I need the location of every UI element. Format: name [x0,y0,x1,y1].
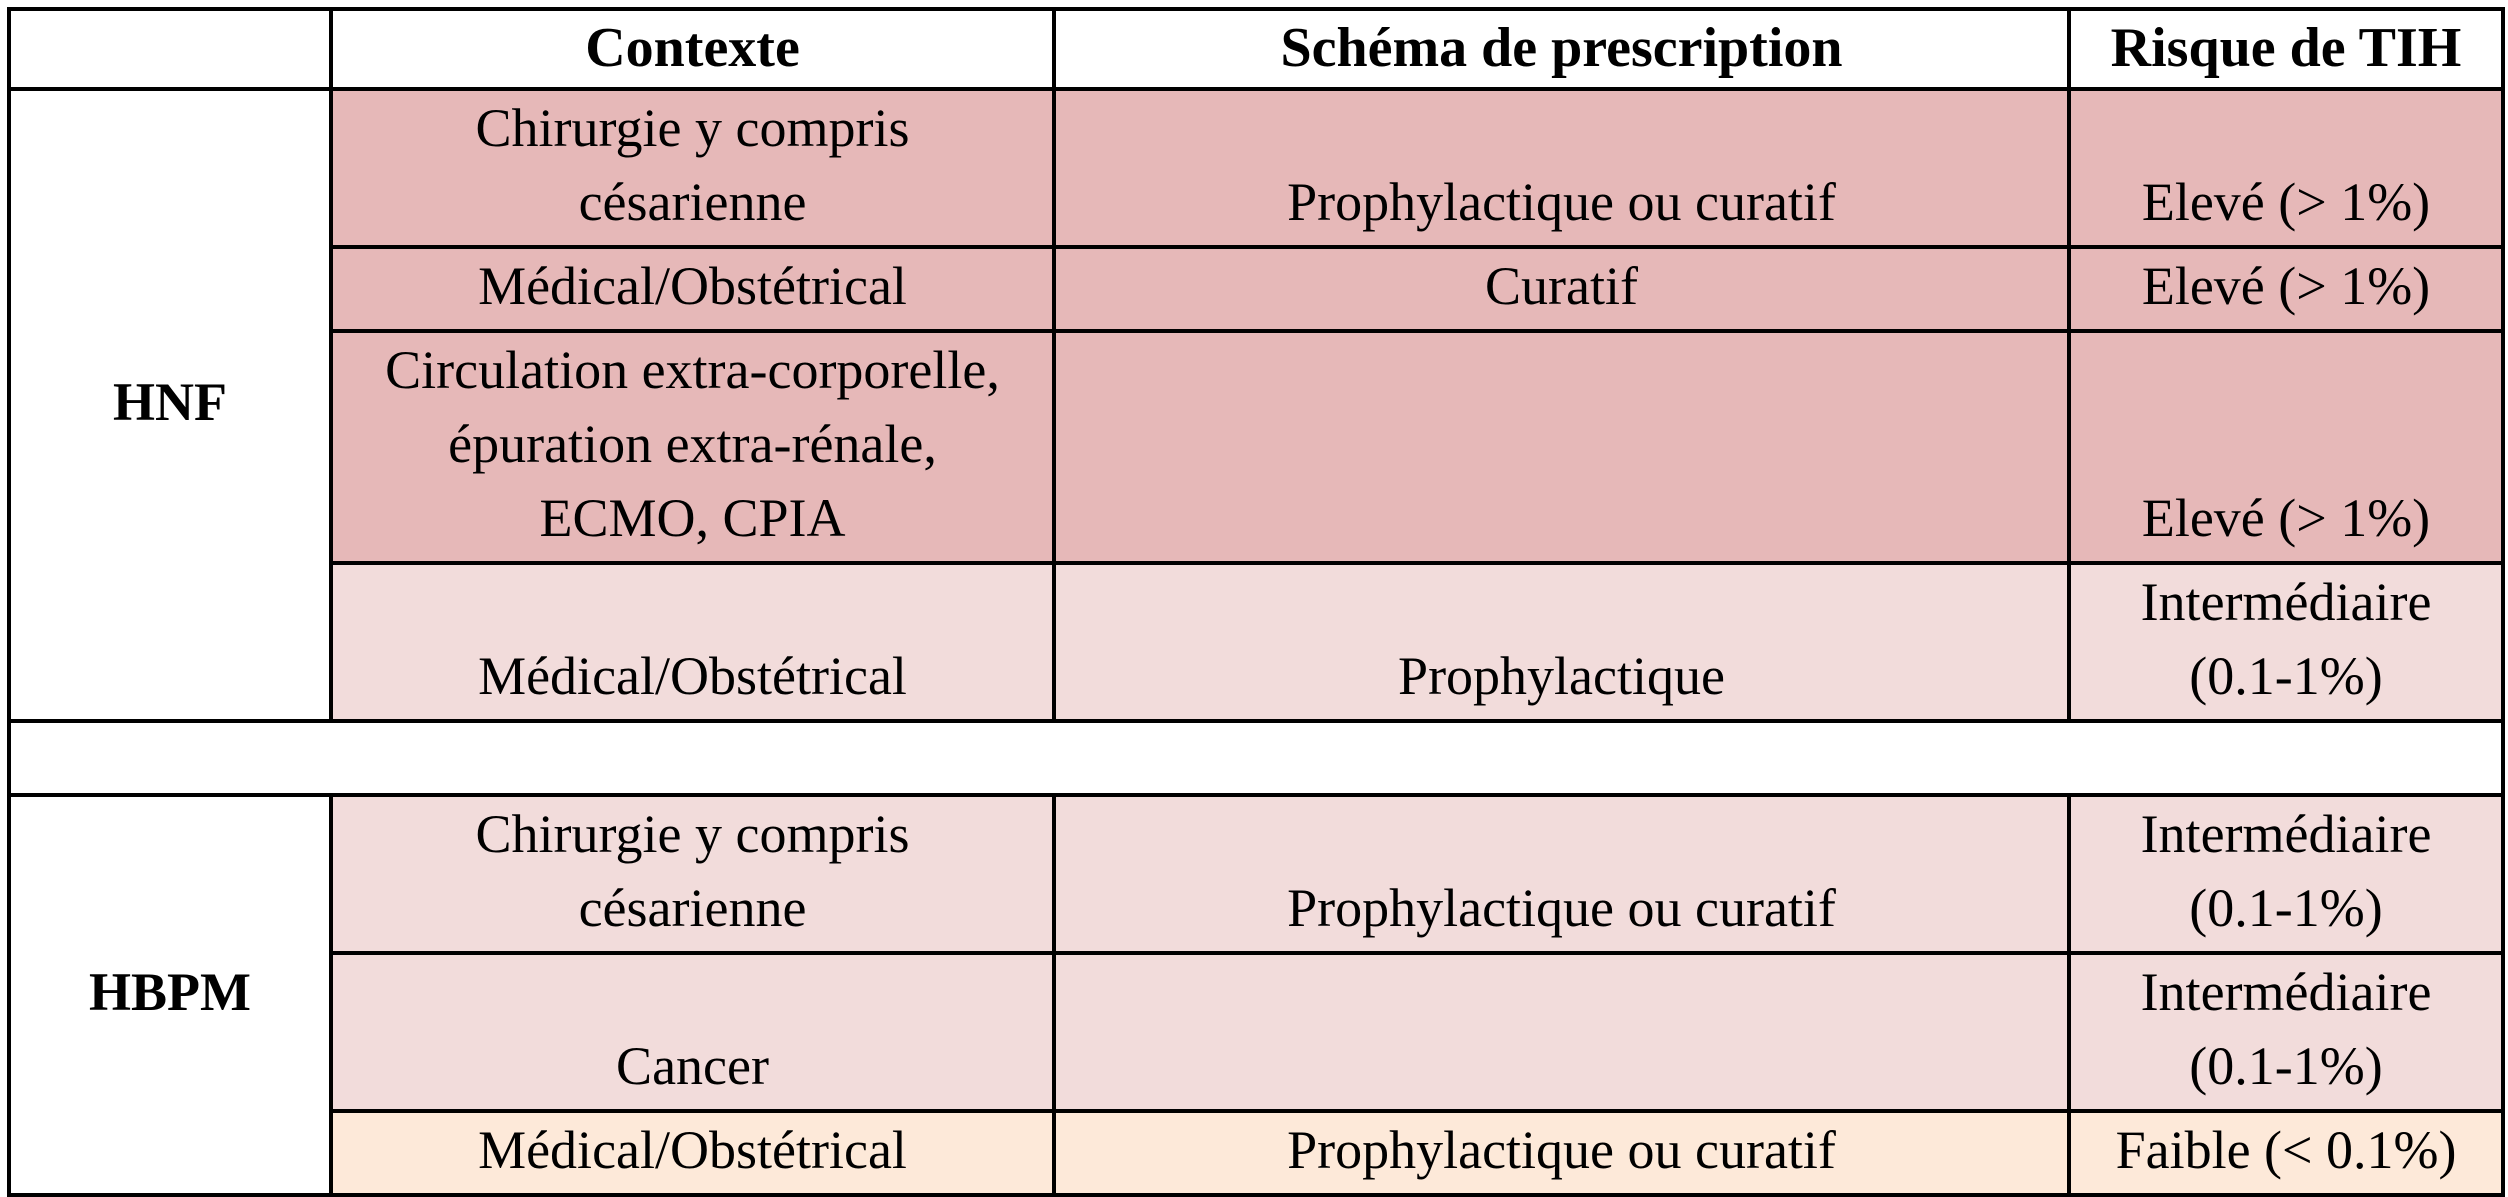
context-line: Médical/Obstétrical [478,1120,907,1180]
risk-line: (0.1-1%) [2189,878,2383,938]
context-cell [331,331,1054,563]
risk-line: (0.1-1%) [2189,646,2383,706]
scheme-cell: Prophylactique ou curatif [1054,1111,2069,1195]
context-line: Chirurgie y compris [475,98,910,158]
risk-cell [2069,563,2503,721]
risk-cell [2069,331,2503,563]
risk-line: Elevé (> 1%) [2141,172,2431,232]
context-cell [331,1111,1054,1195]
context-cell [331,247,1054,331]
risk-line: Intermédiaire [2140,572,2432,632]
risk-line: (0.1-1%) [2189,1036,2383,1096]
context-cell [331,953,1054,1111]
context-cell [331,89,1054,247]
separator-cell [9,721,2503,795]
context-line: Circulation extra-corporelle, [385,340,1000,400]
table-row [9,331,2503,563]
table-row [9,953,2503,1111]
table-row [9,247,2503,331]
risk-cell [2069,89,2503,247]
scheme-cell: Prophylactique ou curatif [1054,89,2069,247]
context-cell [331,795,1054,953]
table-row [9,89,2503,247]
header-scheme: Schéma de prescription [1054,9,2069,89]
risk-cell [2069,953,2503,1111]
header-group [9,9,331,89]
context-line: Cancer [616,1036,769,1096]
context-line: Médical/Obstétrical [478,256,907,316]
risk-line: Faible (< 0.1%) [2115,1120,2457,1180]
context-line: Médical/Obstétrical [478,646,907,706]
table-row [9,795,2503,953]
context-line: ECMO, CPIA [539,488,846,548]
context-line: Chirurgie y compris [475,804,910,864]
tih-risk-table [7,7,2505,1197]
table-row [9,563,2503,721]
header-row [9,9,2503,89]
context-line: épuration extra-rénale, [448,414,937,474]
group-label-hbpm: HBPM [9,795,331,1195]
scheme-cell [1054,953,2069,1111]
context-line: césarienne [578,172,807,232]
scheme-cell: Prophylactique ou curatif [1054,795,2069,953]
group-label-hnf: HNF [9,89,331,721]
risk-cell [2069,1111,2503,1195]
risk-line: Elevé (> 1%) [2141,256,2431,316]
risk-line: Intermédiaire [2140,804,2432,864]
header-risk: Risque de TIH [2069,9,2503,89]
table-row [9,1111,2503,1195]
context-line: césarienne [578,878,807,938]
risk-line: Elevé (> 1%) [2141,488,2431,548]
risk-line: Intermédiaire [2140,962,2432,1022]
scheme-cell: Curatif [1054,247,2069,331]
context-cell [331,563,1054,721]
scheme-cell: Prophylactique [1054,563,2069,721]
header-context: Contexte [331,9,1054,89]
risk-cell [2069,247,2503,331]
separator-row [9,721,2503,795]
risk-cell [2069,795,2503,953]
scheme-cell [1054,331,2069,563]
